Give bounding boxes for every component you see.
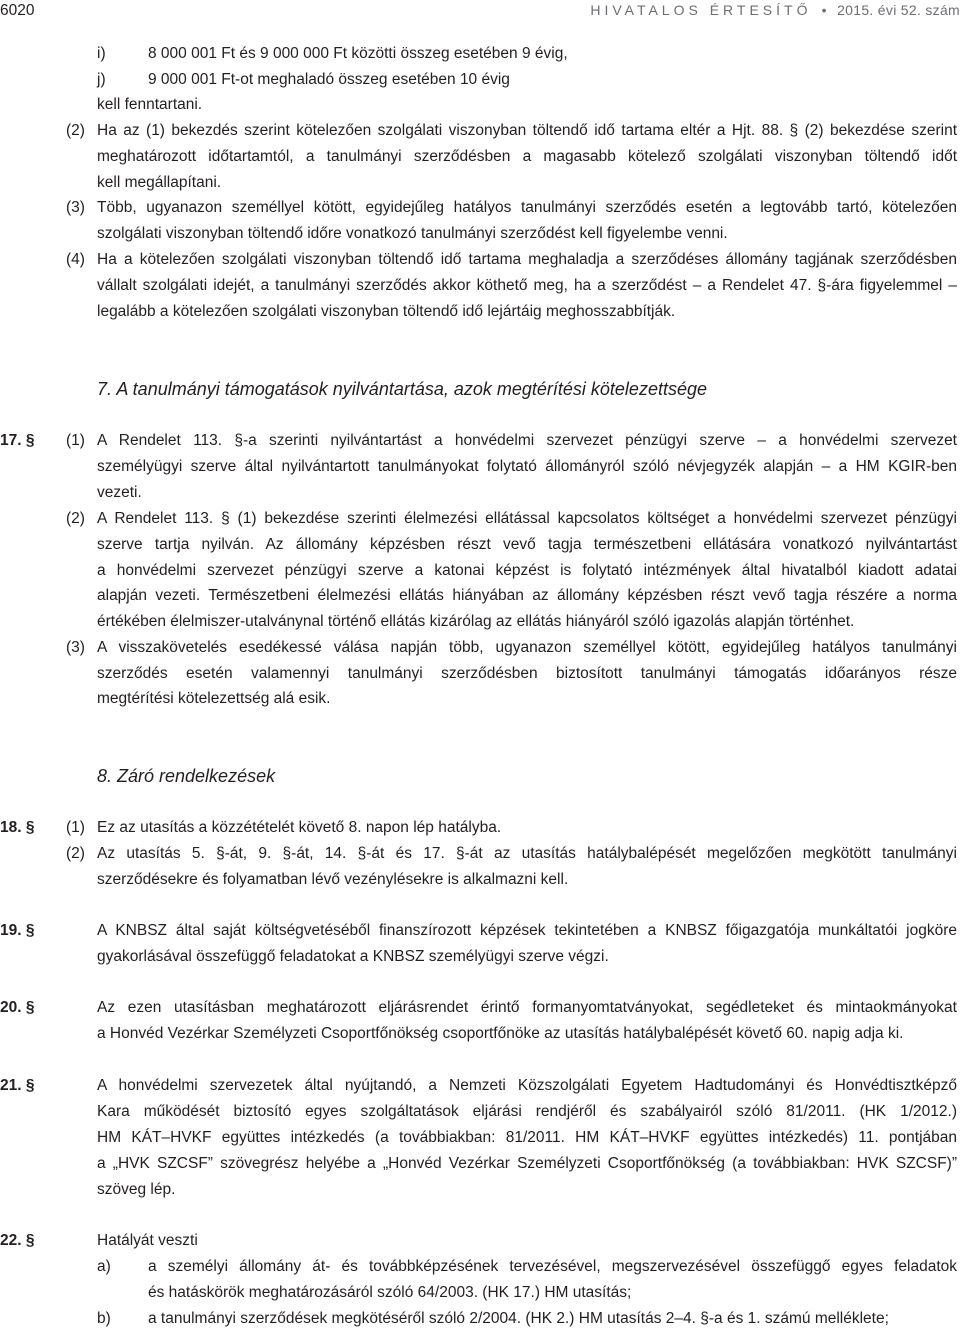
item-label: i) — [97, 45, 106, 62]
paragraph-label: (3) — [66, 199, 85, 216]
paragraph-line: A honvédelmi szervezetek által nyújtandó, a Nemzeti Közszolgálati Egyetem Hadtudományi és Honvédtisztképző — [97, 1077, 957, 1094]
paragraph-line: Kara működését biztosító egyes szolgáltatások eljárási rendjéről és szabályairól szóló 81/2011. (HK 1/2012.) — [97, 1103, 957, 1120]
section-number: 20. § — [0, 999, 35, 1016]
item-line: és hatáskörök meghatározásáról szóló 64/2003. (HK 17.) HM utasítás; — [148, 1284, 632, 1301]
paragraph-label: (2) — [66, 122, 85, 139]
item-text: 8 000 001 Ft és 9 000 000 Ft közötti összeg esetében 9 évig, — [148, 45, 568, 62]
paragraph-line: A Rendelet 113. § (1) bekezdése szerinti élelmezési ellátással kapcsolatos költséget a honvédelmi szervezet pénzügyi — [97, 510, 957, 527]
paragraph-line: Ez az utasítás a közzétételét követő 8. napon lép hatályba. — [97, 819, 502, 836]
paragraph-line: Ha a kötelezően szolgálati viszonyban töltendő idő tartama meghaladja a szerződéses állomány tagjának szerződésben — [97, 251, 957, 268]
paragraph-line: szerve tartja nyilván. Az állomány képzésben részt vevő tagja természetbeni ellátására vonatkozó nyilvántartást — [97, 536, 957, 553]
paragraph-line: A KNBSZ által saját költségvetéséből finanszírozott képzések tekintetében a KNBSZ főigazgatója munkáltatói jogköre — [97, 922, 957, 939]
paragraph-line: A Rendelet 113. §-a szerinti nyilvántartást a honvédelmi szervezet pénzügyi szerve – a honvédelmi szervezet — [97, 432, 957, 449]
paragraph-line: értékében élelmiszer-utalványnal történő ellátás kizárólag az ellátás hiányáról szóló igazolás alapján történhet. — [97, 613, 855, 630]
running-header — [590, 2, 960, 18]
paragraph-label: (1) — [66, 432, 85, 449]
section-number: 18. § — [0, 819, 35, 836]
chapter-heading: 7. A tanulmányi támogatások nyilvántartása, azok megtérítési kötelezettsége — [97, 379, 707, 399]
paragraph-line: vezeti. — [97, 484, 142, 501]
paragraph-label: (2) — [66, 510, 85, 527]
paragraph-line: szerződésekre és folyamatban lévő vezénylésekre is alkalmazni kell. — [97, 871, 569, 888]
paragraph-line: meghatározott időtartamtól, a tanulmányi szerződésben a magasabb kötelező szolgálati viszonyban töltendő időt — [97, 148, 957, 165]
issue-number: 2015. évi 52. szám — [837, 2, 960, 18]
paragraph-line: A visszakövetelés esedékessé válása napján több, ugyanazon személlyel kötött, egyidejűleg hatályos tanulmányi — [97, 639, 957, 656]
paragraph-line: legalább a kötelezően szolgálati viszonyban töltendő idő lejártáig meghosszabbítják. — [97, 303, 676, 320]
paragraph-label: (4) — [66, 251, 85, 268]
paragraph-line: a honvédelmi szervezet pénzügyi szerve a katonai képzést is folytató intézmények által hivatalból kiadott adatai — [97, 562, 957, 579]
paragraph-line: a Honvéd Vezérkar Személyzeti Csoportfőnökség csoportfőnöke az utasítás hatálybalépését követő 60. napig adja ki. — [97, 1025, 904, 1042]
paragraph-label: (2) — [66, 845, 85, 862]
paragraph-line: szerződés esetén valamennyi tanulmányi szerződésben biztosított tanulmányi támogatás időarányos része — [97, 665, 957, 682]
item-line: a tanulmányi szerződések megkötéséről szóló 2/2004. (HK 2.) HM utasítás 2–4. §-a és 1. számú melléklete; — [148, 1310, 889, 1327]
section-number: 21. § — [0, 1077, 35, 1094]
publication-title: HIVATALOS ÉRTESÍTŐ — [590, 2, 812, 18]
paragraph-line: kell megállapítani. — [97, 174, 222, 191]
section-number: 22. § — [0, 1232, 35, 1249]
item-line: a személyi állomány át- és továbbképzésének tervezésével, megszervezésével összefüggő egyes feladatok — [148, 1258, 957, 1275]
paragraph-line: szöveg lép. — [97, 1181, 176, 1198]
paragraph-line: megtérítési kötelezettség alá esik. — [97, 690, 331, 707]
paragraph-line: Az ezen utasításban meghatározott eljárásrendet érintő formanyomtatványokat, segédleteket és mintaokmányokat — [97, 999, 957, 1016]
paragraph-label: (3) — [66, 639, 85, 656]
paragraph-line: szolgálati viszonyban töltendő időre vonatkozó tanulmányi szerződést kell figyelembe venni. — [97, 225, 728, 242]
paragraph-label: (1) — [66, 819, 85, 836]
item-label: a) — [97, 1258, 111, 1275]
paragraph-line: gyakorlásával összefüggő feladatokat a KNBSZ személyügyi szerve végzi. — [97, 948, 609, 965]
paragraph-line: alapján vezeti. Természetbeni élelmezési ellátás hiányában az állomány képzésben részt vevő tagja részére a norma — [97, 587, 957, 604]
item-label: j) — [97, 71, 106, 88]
header-bullet: • — [821, 2, 827, 18]
paragraph-line: vállalt szolgálati idejét, a tanulmányi szerződés akkor köthető meg, ha a szerződést – a Rendelet 47. §-ára figyelemmel – — [97, 277, 957, 294]
paragraph-line: személyügyi szerve által nyilvántartott tanulmányokat folytató állományról szóló névjegyzék alapján – a HM KGIR-ben — [97, 458, 957, 475]
page-number: 6020 — [0, 2, 35, 19]
paragraph-line: a „HVK SZCSF” szövegrész helyébe a „Honvéd Vezérkar Személyzeti Csoportfőnökség (a továbbiakban: HVK SZCSF)” — [97, 1155, 957, 1172]
chapter-heading: 8. Záró rendelkezések — [97, 766, 276, 786]
item-label: b) — [97, 1310, 111, 1327]
paragraph-line: HM KÁT–HVKF együttes intézkedés (a továbbiakban: 81/2011. HM KÁT–HVKF együttes intézkedés) 11. pontjában — [97, 1129, 957, 1146]
paragraph-text: kell fenntartani. — [97, 96, 203, 113]
paragraph-line: Hatályát veszti — [97, 1232, 198, 1249]
section-number: 19. § — [0, 922, 35, 939]
paragraph-line: Az utasítás 5. §-át, 9. §-át, 14. §-át és 17. §-át az utasítás hatálybalépését megelőzően megkötött tanulmányi — [97, 845, 957, 862]
item-text: 9 000 001 Ft-ot meghaladó összeg esetében 10 évig — [148, 71, 510, 88]
section-number: 17. § — [0, 432, 35, 449]
paragraph-line: Több, ugyanazon személlyel kötött, egyidejűleg hatályos tanulmányi szerződés esetén a legtovább tartó, kötelezően — [97, 199, 957, 216]
paragraph-line: Ha az (1) bekezdés szerint kötelezően szolgálati viszonyban töltendő idő tartama eltér a Hjt. 88. § (2) bekezdése szerint — [97, 122, 957, 139]
